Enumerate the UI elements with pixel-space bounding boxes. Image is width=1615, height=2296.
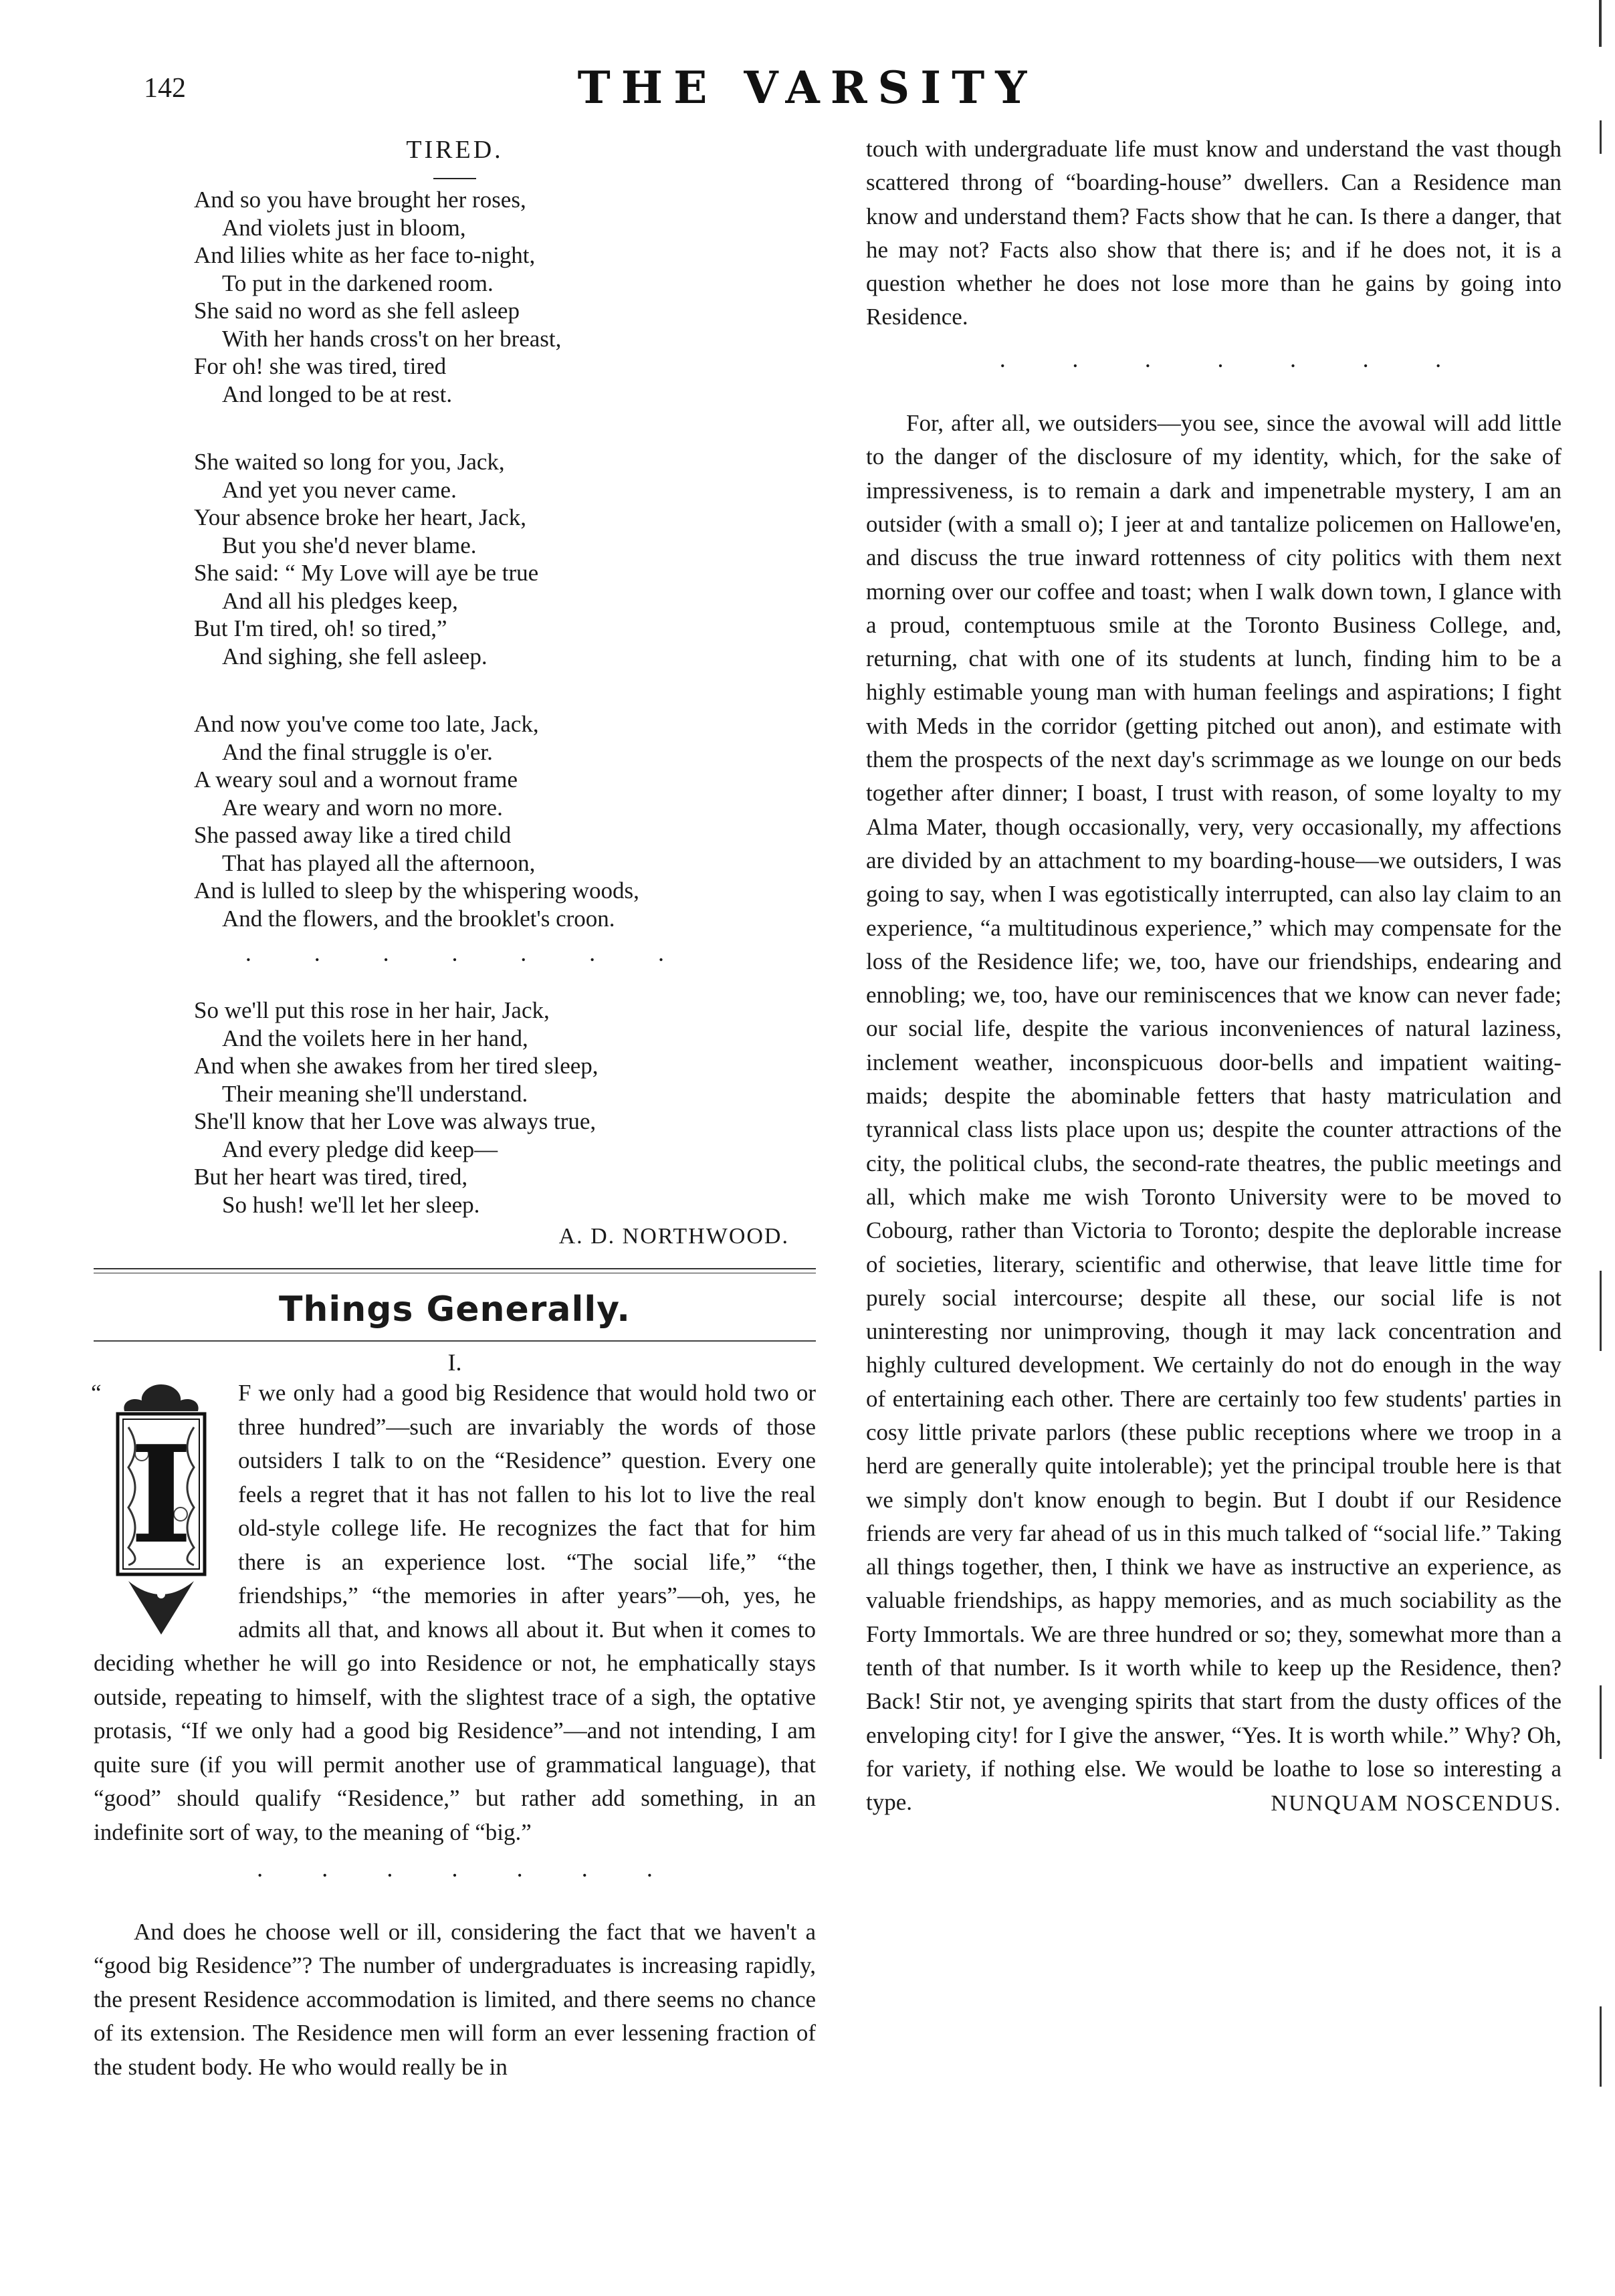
poem-line: But I'm tired, oh! so tired,” — [194, 615, 447, 641]
dot: · — [385, 1862, 394, 1889]
dot: · — [255, 1862, 264, 1889]
poem-line: Their meaning she'll understand. — [222, 1080, 528, 1107]
dot: · — [1434, 352, 1442, 379]
poem-stanza-4 — [194, 997, 816, 1219]
ornate-drop-cap — [102, 1380, 221, 1641]
poem-line: So hush! we'll let her sleep. — [222, 1191, 480, 1218]
signature-line — [866, 1786, 1562, 1820]
poem-line: And is lulled to sleep by the whispering woods, — [194, 877, 639, 904]
dot: · — [1144, 352, 1152, 379]
poem-line: She said no word as she fell asleep — [194, 298, 520, 324]
dot: · — [645, 1862, 654, 1889]
dot: · — [1362, 352, 1370, 379]
edge-mark — [1600, 1271, 1602, 1351]
poem-line: And when she awakes from her tired sleep, — [194, 1053, 599, 1079]
poem-line: And violets just in bloom, — [222, 214, 466, 241]
dot: · — [320, 1862, 329, 1889]
poem-line: And all his pledges keep, — [222, 587, 458, 614]
poem-line: And longed to be at rest. — [222, 381, 453, 407]
poem-line: And the voilets here in her hand, — [222, 1025, 528, 1051]
dot: · — [519, 946, 528, 973]
poem-stanza-3 — [194, 710, 816, 932]
poem-line: That has played all the afternoon, — [222, 849, 536, 876]
section-number: I. — [447, 1349, 462, 1376]
edge-mark — [1599, 0, 1602, 47]
poem-line: But her heart was tired, tired, — [194, 1164, 468, 1190]
article-left-text — [91, 1376, 816, 2084]
poem-line: And the flowers, and the brooklet's croon. — [222, 905, 615, 932]
right-column — [866, 132, 1562, 1820]
poem-line: To put in the darkened room. — [222, 270, 494, 296]
dot: · — [1216, 352, 1224, 379]
article-paragraph: And does he choose well or ill, considering the fact that we haven't a “good big Residence”? The number of undergraduates is increasing rapidly, the present Residence accommodation is limited, and there seems no chance of its extension. The Residence men will form an ever lessening fraction of the student body. He who would really be in — [94, 1918, 816, 2080]
edge-mark — [1600, 120, 1602, 154]
dot: · — [244, 946, 253, 973]
dot: · — [516, 1862, 524, 1889]
poem-line: And the final struggle is o'er. — [222, 738, 493, 765]
article-paragraph: touch with undergraduate life must know and understand the vast though scattered throng of “boarding-house” dwellers. Can a Residence man know and understand them? Facts show that he can. Is there a danger, that he may not? Facts also show that there is; and if he does not, it is a question whether he does not lose more than he gains by going into Residence. — [866, 136, 1562, 330]
poem-line: And yet you never came. — [222, 476, 457, 503]
drop-cap-letter: I — [130, 1417, 193, 1574]
poem-line: With her hands cross't on her breast, — [222, 325, 562, 352]
page-number: 142 — [144, 73, 186, 104]
section-divider — [94, 1268, 816, 1273]
poem-line: And every pledge did keep— — [222, 1136, 498, 1162]
article-paragraph: For, after all, we outsiders—you see, since the avowal will add little to the danger of the disclosure of my identity, which, for the sake of impressiveness, is to remain a dark and impenetrable mystery, I am an outsider (with a small o); I jeer at and tantalize policemen on Hallowe'en, and discuss the true inward rottenness of city politics with them next morning over our coffee and toast; when I walk down town, I glance with a proud, contemptuous smile at the Toronto Business College, and, returning, chat with one of its students at lunch, finding him to be a highly estimable young man with human feelings and aspirations; I fight with Meds in the corridor (getting pitched out anon), and estimate with them the prospects of the next day's scrimmage as we lounge on our beds together after dinner; I boast, I trust with reason, of some loyalty to my Alma Mater, though occasionally, very, very occasionally, my affections are divided by an attachment to my boarding-house—we outsiders, I was going to say, when I was egotistically interrupted, can also lay claim to an experience, “a multitudinous experience,” which may compensate for the loss of the Residence life; we, too, have our friendships, endearing and ennobling; we, too, have our reminiscences that we know can never fade; our social life, despite the various inconveniences of natural laziness, inclement weather, inconspicuous door-bells and impatient waiting-maids; despite the abominable fetters that hasty matriculation and tyrannical class lists place upon us; despite the counter attractions of the city, the political clubs, the second-rate theatres, the public meetings and all, which make me wish Toronto University were to be moved to Cobourg, rather than Victoria to Toronto; despite the deplorable increase of societies, literary, scientific and otherwise, that leave little time for purely social intercourse; despite all these, our social life is not uninteresting nor unimproving, though it may lack concentration and highly cultured development. We certainly do not do enough in the way of entertaining each other. There are certainly too few students' parties in cosy little private parlors (these public receptions where we troop in a herd are generally quite intolerable); yet the principal trouble here is that we simply don't know enough to begin. But I doubt if our Residence friends are very far ahead of us in this much talked of “social life.” Taking all things together, then, I think we have as instructive an experience, as valuable friendships, as happy memories, and as much sociability as the Forty Immortals. We are three hundred or so; they, somewhat more than a tenth of that number. Is it worth while to keep up the Residence, then? Back! Stir not, ye avenging spirits that start from the dusty offices of the enveloping city! for I give the answer, “Yes. It is worth while.” Why? Oh, for variety, if nothing else. We would be loathe to lose so interesting a type. — [866, 410, 1562, 1816]
dot: · — [998, 352, 1007, 379]
poem-line: And now you've come too late, Jack, — [194, 711, 539, 737]
poem-line: Are weary and worn no more. — [222, 794, 503, 821]
poem-stanza-1 — [194, 186, 816, 408]
poem-stanza-2 — [194, 448, 816, 670]
poem-line: She'll know that her Love was always true, — [194, 1108, 597, 1134]
dot: · — [1289, 352, 1297, 379]
poem-line: Your absence broke her heart, Jack, — [194, 504, 526, 530]
open-quote: “ — [91, 1380, 102, 1406]
dot: · — [588, 946, 597, 973]
title-rule — [433, 178, 476, 179]
left-column — [91, 134, 816, 2084]
dot: · — [450, 1862, 459, 1889]
heading-rule — [94, 1340, 816, 1342]
section-ellipsis — [227, 1859, 682, 1893]
poem-title: TIRED. — [406, 136, 504, 164]
article-heading: Things Generally. — [278, 1289, 631, 1330]
dot: · — [580, 1862, 589, 1889]
poem-author: A. D. NORTHWOOD. — [558, 1224, 789, 1249]
poem-line: So we'll put this rose in her hair, Jack, — [194, 997, 550, 1023]
dot: · — [382, 946, 391, 973]
poem-line: But you she'd never blame. — [222, 532, 477, 558]
poem-line: And lilies white as her face to-night, — [194, 242, 536, 268]
poem-line: A weary soul and a wornout frame — [194, 766, 518, 793]
article-signature: NUNQUAM NOSCENDUS. — [1271, 1790, 1562, 1816]
dot: · — [657, 946, 665, 973]
stanza-ellipsis — [214, 946, 695, 974]
poem-line: For oh! she was tired, tired — [194, 353, 447, 379]
poem-line: She waited so long for you, Jack, — [194, 449, 505, 475]
dot: · — [1071, 352, 1079, 379]
masthead: THE VARSITY — [577, 62, 1038, 114]
edge-mark — [1600, 1685, 1602, 1759]
section-ellipsis — [966, 349, 1475, 383]
poem-line: And sighing, she fell asleep. — [222, 643, 488, 669]
dot: · — [450, 946, 459, 973]
dot: · — [313, 946, 322, 973]
poem-line: She passed away like a tired child — [194, 822, 512, 848]
poem-line: She said: “ My Love will aye be true — [194, 560, 539, 586]
poem-line: And so you have brought her roses, — [194, 187, 526, 213]
edge-mark — [1600, 2006, 1602, 2087]
paragraph-text: F we only had a good big Residence that would hold two or three hundred”—such are invariably the words of those outsiders I talk to on the “Residence” question. Every one feels a regret that it has not fallen to his lot to live the real old-style college life. He recognizes the fact that for him there is an experience lost. “The social life,” “the friendships,” “the memories in after years”—oh, yes, he admits all that, and knows all about it. But when it comes to deciding whether he will go into Residence or not, he emphatically stays outside, repeating to himself, with the slightest trace of a sigh, the optative protasis, “If we only had a good big Residence”—and not intending, I am quite sure (if you will permit another use of grammatical language), that “good” should qualify “Residence,” but rather add something, in an indefinite sort of way, to the meaning of “big.” — [94, 1380, 816, 1845]
article-right-text — [866, 132, 1562, 1820]
